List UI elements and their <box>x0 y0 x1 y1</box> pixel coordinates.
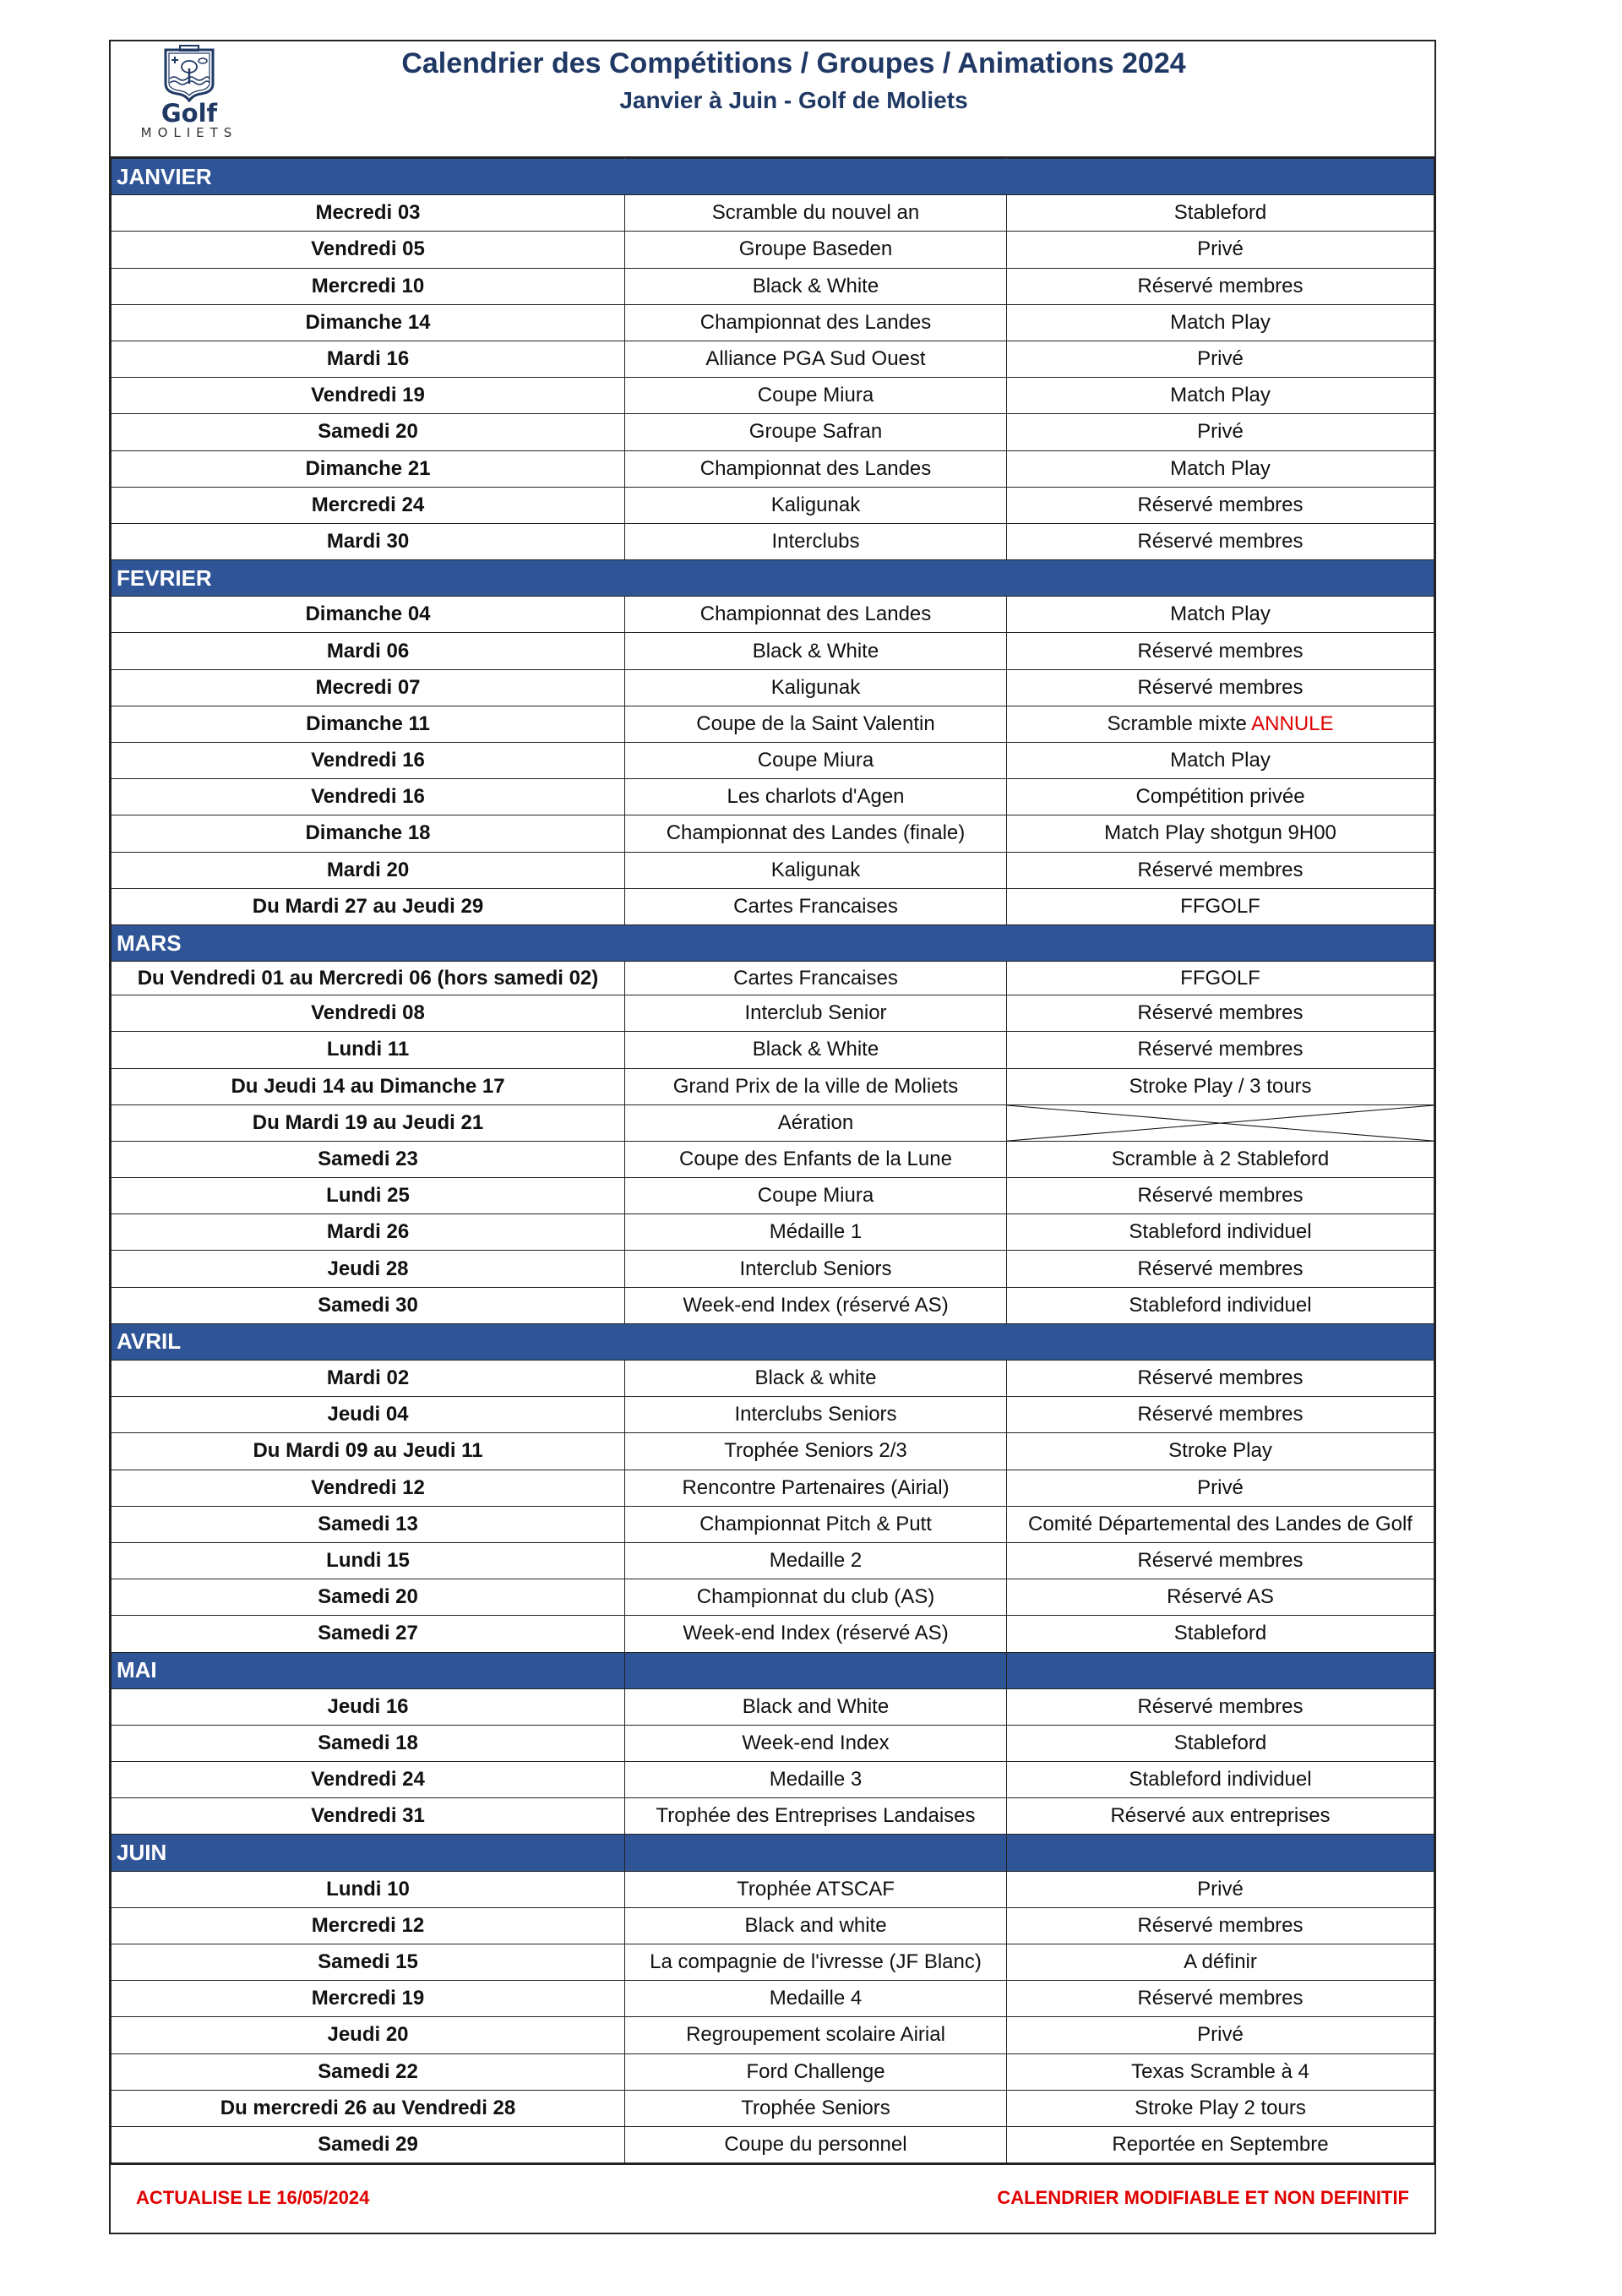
event-name: Championnat des Landes <box>625 304 1007 341</box>
logo-golf-text: Golf <box>161 99 218 128</box>
event-name: Interclubs Seniors <box>625 1397 1007 1433</box>
event-row <box>112 1616 1434 1652</box>
event-format: Match Play <box>1007 597 1434 633</box>
event-row <box>112 1251 1434 1287</box>
event-date: Du Jeudi 14 au Dimanche 17 <box>112 1068 625 1104</box>
event-format: Stableford individuel <box>1007 1762 1434 1798</box>
event-name: Trophée ATSCAF <box>625 1871 1007 1907</box>
event-name: La compagnie de l'ivresse (JF Blanc) <box>625 1944 1007 1981</box>
page-footer <box>111 2163 1434 2233</box>
page-title: Calendrier des Compétitions / Groupes / Animations 2024 <box>401 47 1186 79</box>
event-date: Du mercredi 26 au Vendredi 28 <box>112 2090 625 2126</box>
event-date: Samedi 15 <box>112 1944 625 1981</box>
event-name: Medaille 3 <box>625 1762 1007 1798</box>
event-date: Vendredi 19 <box>112 378 625 414</box>
event-date: Lundi 10 <box>112 1871 625 1907</box>
event-format: Réservé membres <box>1007 669 1434 706</box>
event-format: Stableford <box>1007 1725 1434 1761</box>
month-header-row <box>112 1323 1434 1360</box>
month-band-cell <box>1007 560 1434 597</box>
event-name: Coupe des Enfants de la Lune <box>625 1141 1007 1177</box>
cancelled-badge: ANNULE <box>1251 712 1334 735</box>
event-row <box>112 1141 1434 1177</box>
event-date: Du Vendredi 01 au Mercredi 06 (hors samedi 02) <box>112 962 625 995</box>
event-date: Mercredi 19 <box>112 1981 625 2017</box>
event-format: Scramble à 2 Stableford <box>1007 1141 1434 1177</box>
event-date: Dimanche 04 <box>112 597 625 633</box>
event-name: Black & White <box>625 268 1007 304</box>
crossed-out-cell <box>1007 1104 1434 1141</box>
event-row <box>112 815 1434 852</box>
month-band-cell <box>1007 924 1434 961</box>
event-row <box>112 487 1434 523</box>
event-format: Réservé membres <box>1007 268 1434 304</box>
event-format: Texas Scramble à 4 <box>1007 2053 1434 2090</box>
event-date: Samedi 29 <box>112 2126 625 2162</box>
page-header <box>111 41 1434 158</box>
month-name: MARS <box>112 924 625 961</box>
event-row <box>112 633 1434 669</box>
event-date: Vendredi 16 <box>112 743 625 779</box>
event-format: Privé <box>1007 1871 1434 1907</box>
event-name: Groupe Safran <box>625 414 1007 450</box>
event-name: Championnat des Landes <box>625 450 1007 487</box>
event-format: Stroke Play 2 tours <box>1007 2090 1434 2126</box>
event-format: Réservé membres <box>1007 1178 1434 1214</box>
event-name: Coupe du personnel <box>625 2126 1007 2162</box>
event-date: Du Mardi 09 au Jeudi 11 <box>112 1433 625 1470</box>
month-band-cell <box>625 924 1007 961</box>
event-format: Stroke Play / 3 tours <box>1007 1068 1434 1104</box>
event-format: Réservé membres <box>1007 1361 1434 1397</box>
crest-icon <box>161 45 217 102</box>
month-band-cell <box>625 1652 1007 1688</box>
event-row <box>112 450 1434 487</box>
event-row <box>112 1944 1434 1981</box>
event-row <box>112 1762 1434 1798</box>
event-row <box>112 779 1434 815</box>
event-name: Les charlots d'Agen <box>625 779 1007 815</box>
event-row <box>112 1506 1434 1542</box>
event-name: Coupe Miura <box>625 743 1007 779</box>
event-date: Dimanche 18 <box>112 815 625 852</box>
event-date: Vendredi 08 <box>112 995 625 1032</box>
event-row <box>112 1214 1434 1251</box>
event-date: Mercredi 24 <box>112 487 625 523</box>
event-name: Interclubs <box>625 523 1007 559</box>
event-format: Privé <box>1007 341 1434 377</box>
event-format: Réservé membres <box>1007 633 1434 669</box>
event-date: Mardi 26 <box>112 1214 625 1251</box>
event-row <box>112 1981 1434 2017</box>
event-date: Mecredi 03 <box>112 195 625 232</box>
event-row <box>112 232 1434 268</box>
event-name: Black and White <box>625 1688 1007 1725</box>
event-format: Réservé membres <box>1007 995 1434 1032</box>
event-format: Privé <box>1007 2017 1434 2053</box>
month-name: FEVRIER <box>112 560 625 597</box>
event-name: Black & white <box>625 1361 1007 1397</box>
event-row <box>112 1907 1434 1944</box>
event-name: Kaligunak <box>625 669 1007 706</box>
event-format: Réservé membres <box>1007 1032 1434 1068</box>
event-format: FFGOLF <box>1007 888 1434 924</box>
event-format: Réservé membres <box>1007 523 1434 559</box>
event-name: Cartes Francaises <box>625 962 1007 995</box>
event-name: Trophée des Entreprises Landaises <box>625 1798 1007 1835</box>
event-date: Vendredi 16 <box>112 779 625 815</box>
event-name: Medaille 4 <box>625 1981 1007 2017</box>
month-header-row <box>112 1652 1434 1688</box>
event-format: Match Play <box>1007 304 1434 341</box>
event-format: Privé <box>1007 1470 1434 1506</box>
event-name: Week-end Index (réservé AS) <box>625 1616 1007 1652</box>
event-row <box>112 341 1434 377</box>
event-format: Stableford individuel <box>1007 1287 1434 1323</box>
event-format: Stroke Play <box>1007 1433 1434 1470</box>
event-name: Alliance PGA Sud Ouest <box>625 341 1007 377</box>
event-format: Réservé membres <box>1007 1981 1434 2017</box>
golf-moliets-logo <box>129 45 249 151</box>
event-row <box>112 962 1434 995</box>
event-format: Réservé membres <box>1007 487 1434 523</box>
event-row <box>112 888 1434 924</box>
event-date: Jeudi 28 <box>112 1251 625 1287</box>
event-format: Réservé membres <box>1007 1907 1434 1944</box>
event-date: Mercredi 10 <box>112 268 625 304</box>
event-date: Samedi 23 <box>112 1141 625 1177</box>
month-name: JANVIER <box>112 159 625 195</box>
event-format: Privé <box>1007 414 1434 450</box>
event-date: Vendredi 05 <box>112 232 625 268</box>
event-date: Mercredi 12 <box>112 1907 625 1944</box>
event-date: Samedi 13 <box>112 1506 625 1542</box>
event-name: Aération <box>625 1104 1007 1141</box>
event-name: Trophée Seniors <box>625 2090 1007 2126</box>
event-format: Compétition privée <box>1007 779 1434 815</box>
event-name: Medaille 2 <box>625 1542 1007 1579</box>
event-date: Jeudi 04 <box>112 1397 625 1433</box>
event-name: Black & White <box>625 1032 1007 1068</box>
page-subtitle: Janvier à Juin - Golf de Moliets <box>619 87 968 113</box>
month-band-cell <box>1007 1835 1434 1871</box>
event-date: Mardi 16 <box>112 341 625 377</box>
event-date: Dimanche 11 <box>112 706 625 742</box>
event-row <box>112 523 1434 559</box>
event-row <box>112 743 1434 779</box>
month-band-cell <box>625 1835 1007 1871</box>
event-format: Réservé aux entreprises <box>1007 1798 1434 1835</box>
event-date: Vendredi 31 <box>112 1798 625 1835</box>
logo-moliets-text: MOLIETS <box>140 125 238 140</box>
event-row <box>112 1579 1434 1616</box>
event-row <box>112 669 1434 706</box>
event-format: Réservé AS <box>1007 1579 1434 1616</box>
event-row <box>112 1397 1434 1433</box>
month-band-cell <box>625 560 1007 597</box>
event-name: Championnat des Landes (finale) <box>625 815 1007 852</box>
event-name: Week-end Index <box>625 1725 1007 1761</box>
month-header-row <box>112 924 1434 961</box>
event-date: Samedi 30 <box>112 1287 625 1323</box>
event-name: Black and white <box>625 1907 1007 1944</box>
month-band-cell <box>625 159 1007 195</box>
event-date: Samedi 20 <box>112 414 625 450</box>
event-date: Mardi 20 <box>112 852 625 888</box>
event-date: Lundi 15 <box>112 1542 625 1579</box>
month-name: MAI <box>112 1652 625 1688</box>
disclaimer: CALENDRIER MODIFIABLE ET NON DEFINITIF <box>997 2187 1409 2209</box>
event-format <box>1007 706 1434 742</box>
event-format: Réservé membres <box>1007 1688 1434 1725</box>
event-name: Coupe Miura <box>625 378 1007 414</box>
event-format: Stableford individuel <box>1007 1214 1434 1251</box>
event-date: Jeudi 16 <box>112 1688 625 1725</box>
month-name: AVRIL <box>112 1323 625 1360</box>
event-row <box>112 1287 1434 1323</box>
event-row <box>112 1798 1434 1835</box>
event-format: Réservé membres <box>1007 1397 1434 1433</box>
event-date: Mardi 02 <box>112 1361 625 1397</box>
event-name: Week-end Index (réservé AS) <box>625 1287 1007 1323</box>
event-format: Privé <box>1007 232 1434 268</box>
event-row <box>112 852 1434 888</box>
event-name: Cartes Francaises <box>625 888 1007 924</box>
event-format: FFGOLF <box>1007 962 1434 995</box>
event-date: Vendredi 12 <box>112 1470 625 1506</box>
event-row <box>112 1871 1434 1907</box>
event-row <box>112 1725 1434 1761</box>
month-band-cell <box>1007 1323 1434 1360</box>
event-format: A définir <box>1007 1944 1434 1981</box>
event-format: Reportée en Septembre <box>1007 2126 1434 2162</box>
month-band-cell <box>625 1323 1007 1360</box>
event-name: Coupe de la Saint Valentin <box>625 706 1007 742</box>
event-format: Stableford <box>1007 1616 1434 1652</box>
event-format: Match Play <box>1007 378 1434 414</box>
event-name: Grand Prix de la ville de Moliets <box>625 1068 1007 1104</box>
event-date: Mecredi 07 <box>112 669 625 706</box>
event-row <box>112 597 1434 633</box>
calendar-table <box>111 158 1434 2163</box>
month-header-row <box>112 159 1434 195</box>
event-row <box>112 995 1434 1032</box>
event-row <box>112 2053 1434 2090</box>
event-name: Black & White <box>625 633 1007 669</box>
event-row <box>112 706 1434 742</box>
event-date: Du Mardi 27 au Jeudi 29 <box>112 888 625 924</box>
title-block <box>254 45 1333 116</box>
event-format: Réservé membres <box>1007 1542 1434 1579</box>
event-format: Stableford <box>1007 195 1434 232</box>
month-header-row <box>112 560 1434 597</box>
event-row <box>112 1361 1434 1397</box>
event-format: Réservé membres <box>1007 852 1434 888</box>
event-row <box>112 1688 1434 1725</box>
event-name: Championnat du club (AS) <box>625 1579 1007 1616</box>
event-date: Vendredi 24 <box>112 1762 625 1798</box>
event-name: Ford Challenge <box>625 2053 1007 2090</box>
event-name: Championnat Pitch & Putt <box>625 1506 1007 1542</box>
event-row <box>112 2017 1434 2053</box>
event-name: Groupe Baseden <box>625 232 1007 268</box>
event-name: Médaille 1 <box>625 1214 1007 1251</box>
event-row <box>112 1104 1434 1141</box>
event-format: Match Play <box>1007 450 1434 487</box>
event-name: Regroupement scolaire Airial <box>625 2017 1007 2053</box>
event-format: Comité Départemental des Landes de Golf <box>1007 1506 1434 1542</box>
event-format: Match Play shotgun 9H00 <box>1007 815 1434 852</box>
event-name: Kaligunak <box>625 852 1007 888</box>
month-band-cell <box>1007 1652 1434 1688</box>
event-date: Samedi 22 <box>112 2053 625 2090</box>
event-date: Lundi 25 <box>112 1178 625 1214</box>
event-row <box>112 268 1434 304</box>
event-date: Lundi 11 <box>112 1032 625 1068</box>
event-row <box>112 304 1434 341</box>
month-header-row <box>112 1835 1434 1871</box>
event-format: Réservé membres <box>1007 1251 1434 1287</box>
event-row <box>112 1433 1434 1470</box>
event-name: Rencontre Partenaires (Airial) <box>625 1470 1007 1506</box>
event-date: Mardi 06 <box>112 633 625 669</box>
event-date: Dimanche 21 <box>112 450 625 487</box>
cross-icon <box>1007 1105 1434 1141</box>
format-text: Scramble mixte <box>1107 712 1247 735</box>
event-row <box>112 1068 1434 1104</box>
event-name: Kaligunak <box>625 487 1007 523</box>
event-date: Samedi 20 <box>112 1579 625 1616</box>
event-row <box>112 2090 1434 2126</box>
event-name: Interclub Seniors <box>625 1251 1007 1287</box>
event-row <box>112 1032 1434 1068</box>
event-row <box>112 1542 1434 1579</box>
event-date: Samedi 18 <box>112 1725 625 1761</box>
event-row <box>112 2126 1434 2162</box>
event-date: Samedi 27 <box>112 1616 625 1652</box>
event-row <box>112 1178 1434 1214</box>
event-row <box>112 1470 1434 1506</box>
event-row <box>112 195 1434 232</box>
month-band-cell <box>1007 159 1434 195</box>
event-row <box>112 378 1434 414</box>
event-name: Coupe Miura <box>625 1178 1007 1214</box>
event-name: Trophée Seniors 2/3 <box>625 1433 1007 1470</box>
event-format: Match Play <box>1007 743 1434 779</box>
event-row <box>112 414 1434 450</box>
calendar-page <box>109 40 1436 2234</box>
event-name: Championnat des Landes <box>625 597 1007 633</box>
event-name: Interclub Senior <box>625 995 1007 1032</box>
updated-date: ACTUALISE LE 16/05/2024 <box>136 2187 370 2209</box>
event-date: Jeudi 20 <box>112 2017 625 2053</box>
month-name: JUIN <box>112 1835 625 1871</box>
event-date: Mardi 30 <box>112 523 625 559</box>
event-date: Du Mardi 19 au Jeudi 21 <box>112 1104 625 1141</box>
event-name: Scramble du nouvel an <box>625 195 1007 232</box>
event-date: Dimanche 14 <box>112 304 625 341</box>
